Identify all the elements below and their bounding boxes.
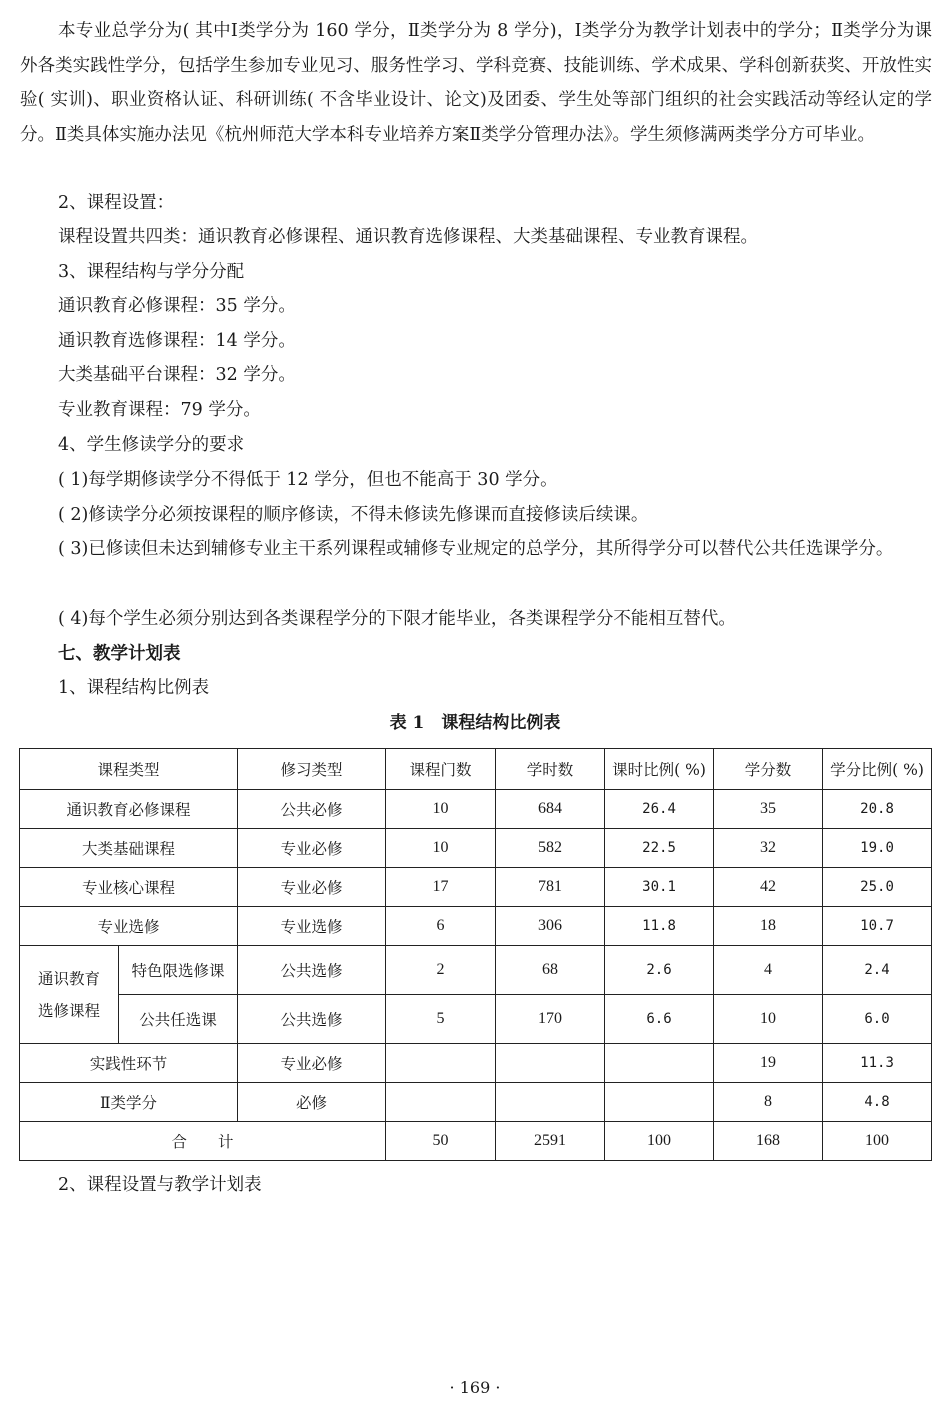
credits-pct-cell: 4.8 — [823, 1083, 932, 1122]
table-row — [20, 790, 932, 829]
requirement-item: ( 2)修读学分必须按课程的顺序修读，不得未修读先修课而直接修读后续课。 — [58, 505, 649, 525]
table-row — [20, 946, 932, 995]
credit-item: 通识教育选修课程：14 学分。 — [58, 331, 296, 351]
hours-pct-cell: 30.1 — [605, 868, 714, 907]
study-mode-cell: 必修 — [238, 1083, 386, 1122]
hours-cell: 68 — [496, 946, 605, 995]
hours-pct-cell: 22.5 — [605, 829, 714, 868]
credits-cell: 4 — [714, 946, 823, 995]
hours-pct-cell — [605, 1083, 714, 1122]
page-number: · 169 · — [449, 1378, 501, 1397]
header-cell: 课程类型 — [20, 749, 238, 790]
credits-cell: 18 — [714, 907, 823, 946]
course-type-cell: 大类基础课程 — [20, 829, 238, 868]
course-structure-table — [19, 748, 932, 1161]
hours-cell: 684 — [496, 790, 605, 829]
course-count-cell: 6 — [386, 907, 496, 946]
credits-cell: 19 — [714, 1044, 823, 1083]
course-count-cell: 5 — [386, 995, 496, 1044]
requirement-item: ( 1)每学期修读学分不得低于 12 学分，但也不能高于 30 学分。 — [58, 470, 558, 490]
hours-cell: 306 — [496, 907, 605, 946]
course-type-cell: 专业选修 — [20, 907, 238, 946]
credit-item: 专业教育课程：79 学分。 — [58, 400, 261, 420]
header-cell: 课时比例( %) — [605, 749, 714, 790]
hours-pct-cell — [605, 1044, 714, 1083]
study-mode-cell: 公共选修 — [238, 995, 386, 1044]
course-count-cell: 10 — [386, 790, 496, 829]
requirement-item: ( 4)每个学生必须分别达到各类课程学分的下限才能毕业，各类课程学分不能相互替代。 — [58, 609, 736, 629]
hours-cell: 582 — [496, 829, 605, 868]
credit-item: 大类基础平台课程：32 学分。 — [58, 365, 296, 385]
credits-cell: 168 — [714, 1122, 823, 1161]
group-label-line: 选修课程 — [37, 1001, 100, 1020]
table-row — [20, 1083, 932, 1122]
table-row — [20, 868, 932, 907]
credits-pct-cell: 2.4 — [823, 946, 932, 995]
hours-pct-cell: 2.6 — [605, 946, 714, 995]
subsection-heading: 1、课程结构比例表 — [58, 678, 210, 698]
hours-pct-cell: 6.6 — [605, 995, 714, 1044]
subsection-heading: 2、课程设置与教学计划表 — [58, 1175, 262, 1195]
hours-cell: 170 — [496, 995, 605, 1044]
credits-cell: 35 — [714, 790, 823, 829]
course-type-cell: 特色限选修课 — [119, 946, 238, 995]
credits-cell: 8 — [714, 1083, 823, 1122]
requirement-item: ( 3)已修读但未达到辅修专业主干系列课程或辅修专业规定的总学分，其所得学分可以替代公共任选课学分。 — [58, 539, 894, 559]
total-label-cell: 合 计 — [20, 1122, 386, 1161]
course-count-cell — [386, 1083, 496, 1122]
header-cell: 学分比例( %) — [823, 749, 932, 790]
hours-pct-cell: 26.4 — [605, 790, 714, 829]
credits-pct-cell: 100 — [823, 1122, 932, 1161]
credits-pct-cell: 10.7 — [823, 907, 932, 946]
header-cell: 课程门数 — [386, 749, 496, 790]
hours-pct-cell: 100 — [605, 1122, 714, 1161]
study-mode-cell: 专业选修 — [238, 907, 386, 946]
course-count-cell: 17 — [386, 868, 496, 907]
table-row — [20, 829, 932, 868]
header-cell: 学时数 — [496, 749, 605, 790]
section-2-text: 课程设置共四类：通识教育必修课程、通识教育选修课程、大类基础课程、专业教育课程。 — [58, 227, 758, 247]
table-row — [20, 995, 932, 1044]
credits-pct-cell: 19.0 — [823, 829, 932, 868]
course-type-cell: 实践性环节 — [20, 1044, 238, 1083]
credits-pct-cell: 20.8 — [823, 790, 932, 829]
course-type-cell: 公共任选课 — [119, 995, 238, 1044]
hours-cell — [496, 1083, 605, 1122]
credits-cell: 32 — [714, 829, 823, 868]
credits-pct-cell: 6.0 — [823, 995, 932, 1044]
study-mode-cell: 公共选修 — [238, 946, 386, 995]
hours-cell: 781 — [496, 868, 605, 907]
section-2-heading: 2、课程设置： — [58, 193, 175, 213]
credits-pct-cell: 11.3 — [823, 1044, 932, 1083]
course-count-cell: 10 — [386, 829, 496, 868]
table-row — [20, 1044, 932, 1083]
course-type-cell: 专业核心课程 — [20, 868, 238, 907]
header-cell: 修习类型 — [238, 749, 386, 790]
course-count-cell — [386, 1044, 496, 1083]
hours-cell — [496, 1044, 605, 1083]
study-mode-cell: 专业必修 — [238, 868, 386, 907]
table-row — [20, 907, 932, 946]
study-mode-cell: 专业必修 — [238, 1044, 386, 1083]
study-mode-cell: 专业必修 — [238, 829, 386, 868]
course-type-cell: 通识教育必修课程 — [20, 790, 238, 829]
credits-cell: 10 — [714, 995, 823, 1044]
table-total-row — [20, 1122, 932, 1161]
table-caption: 表 1 课程结构比例表 — [389, 713, 561, 733]
section-7-heading: 七、教学计划表 — [58, 644, 181, 664]
hours-cell: 2591 — [496, 1122, 605, 1161]
course-type-cell: Ⅱ类学分 — [20, 1083, 238, 1122]
group-label-cell — [20, 946, 119, 1044]
section-4-heading: 4、学生修读学分的要求 — [58, 435, 245, 455]
study-mode-cell: 公共必修 — [238, 790, 386, 829]
table-header-row — [20, 749, 932, 790]
credit-item: 通识教育必修课程：35 学分。 — [58, 296, 296, 316]
course-count-cell: 2 — [386, 946, 496, 995]
credits-cell: 42 — [714, 868, 823, 907]
hours-pct-cell: 11.8 — [605, 907, 714, 946]
credits-pct-cell: 25.0 — [823, 868, 932, 907]
header-cell: 学分数 — [714, 749, 823, 790]
course-count-cell: 50 — [386, 1122, 496, 1161]
section-3-heading: 3、课程结构与学分分配 — [58, 262, 245, 282]
group-label-line: 通识教育 — [37, 969, 100, 988]
intro-paragraph: 本专业总学分为( 其中Ⅰ类学分为 160 学分，Ⅱ类学分为 8 学分)，Ⅰ类学分为教学计划表中的学分；Ⅱ类学分为课外各类实践性学分，包括学生参加专业见习、服务性学习、学科竞赛、技能训练、学术成果、学科创新获奖、开放性实验( 实训)、职业资格认证、科研训练( 不含毕业设计、论文)及团委、学生处等部门组织的社会实践活动等经认定的学分。Ⅱ类具体实施办法见《杭州师范大学本科专业培养方案Ⅱ类学分管理办法》。学生须修满两类学分方可毕业。 — [20, 21, 932, 145]
